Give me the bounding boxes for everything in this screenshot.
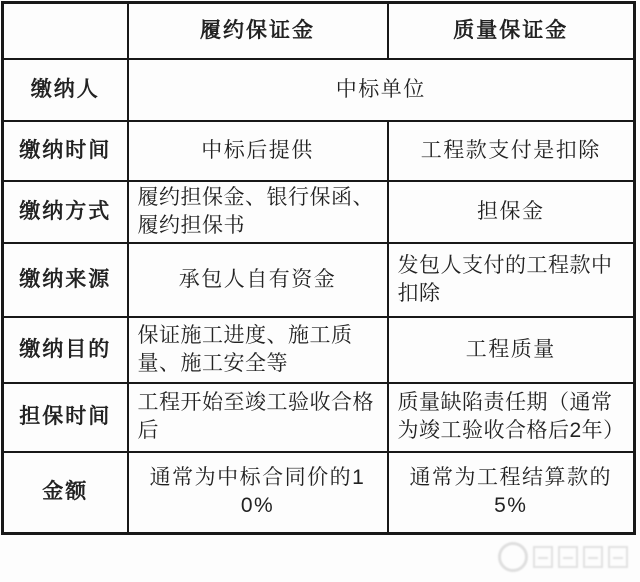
- row-label-payment-time: 缴纳时间: [3, 121, 128, 181]
- comparison-table: [1, 1, 636, 535]
- cell-payment-time-quality: 工程款支付是扣除: [388, 121, 635, 181]
- cell-payment-method-quality: 担保金: [388, 181, 635, 243]
- cell-payment-source-quality: 发包人支付的工程款中扣除: [388, 243, 635, 317]
- column-header-performance-bond: 履约保证金: [128, 3, 388, 59]
- cell-guarantee-period-performance: 工程开始至竣工验收合格后: [128, 383, 388, 452]
- table-row-amount: [3, 452, 635, 534]
- table-row-guarantee-period: [3, 383, 635, 452]
- table-row-payment-method: [3, 181, 635, 243]
- table-row-payment-source: [3, 243, 635, 317]
- header-row: [3, 3, 635, 59]
- row-label-payment-method: 缴纳方式: [3, 181, 128, 243]
- row-label-payer: 缴纳人: [3, 59, 128, 121]
- watermark-glyph: [558, 546, 578, 568]
- row-label-guarantee-period: 担保时间: [3, 383, 128, 452]
- cell-amount-quality: 通常为工程结算款的5%: [388, 452, 635, 534]
- watermark-logo-icon: [498, 542, 528, 572]
- row-label-payment-purpose: 缴纳目的: [3, 317, 128, 383]
- watermark-glyph: [583, 546, 603, 568]
- table-row-payment-purpose: [3, 317, 635, 383]
- row-label-payment-source: 缴纳来源: [3, 243, 128, 317]
- cell-payment-method-performance: 履约担保金、银行保函、履约担保书: [128, 181, 388, 243]
- cell-payment-purpose-quality: 工程质量: [388, 317, 635, 383]
- watermark: [498, 536, 636, 578]
- corner-cell: [3, 3, 128, 59]
- table-row-payment-time: [3, 121, 635, 181]
- cell-payment-time-performance: 中标后提供: [128, 121, 388, 181]
- watermark-glyph: [533, 546, 553, 568]
- row-label-amount: 金额: [3, 452, 128, 534]
- cell-payer-both: 中标单位: [128, 59, 635, 121]
- cell-payment-source-performance: 承包人自有资金: [128, 243, 388, 317]
- cell-guarantee-period-quality: 质量缺陷责任期（通常为竣工验收合格后2年）: [388, 383, 635, 452]
- cell-amount-performance: 通常为中标合同价的10%: [128, 452, 388, 534]
- cell-payment-purpose-performance: 保证施工进度、施工质量、施工安全等: [128, 317, 388, 383]
- table-row-payer: [3, 59, 635, 121]
- watermark-glyph: [608, 546, 628, 568]
- column-header-quality-bond: 质量保证金: [388, 3, 635, 59]
